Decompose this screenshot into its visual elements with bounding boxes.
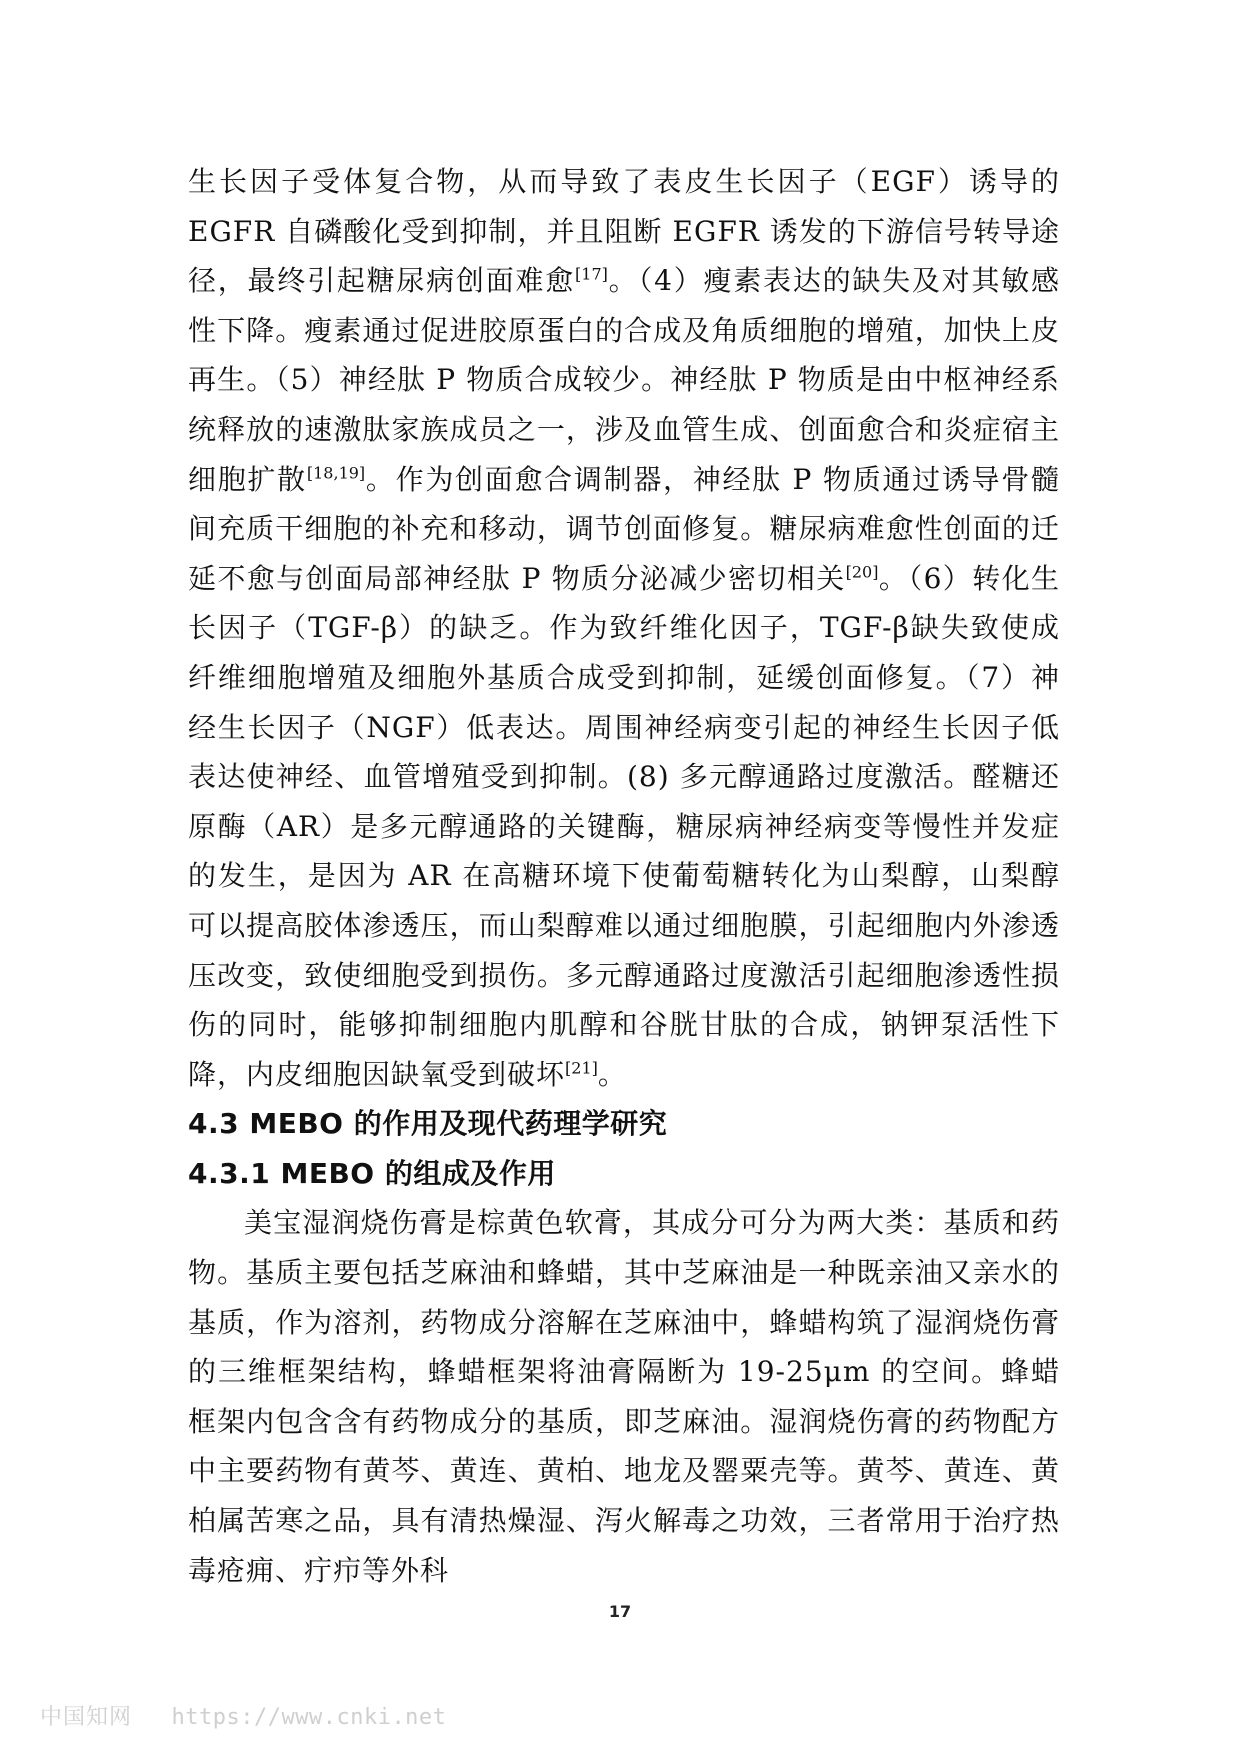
paragraph-text: 生长因子受体复合物，从而导致了表皮生长因子（EGF）诱导的 EGFR 自磷酸化受到抑制，并且阻断 EGFR 诱发的下游信号转导途径，最终引起糖尿病创面难愈: [188, 165, 1060, 298]
page-number: 17: [608, 1602, 632, 1621]
citation-ref[interactable]: [18,19]: [306, 463, 366, 483]
subsection-heading: 4.3.1 MEBO 的组成及作用: [188, 1156, 556, 1190]
paragraph-text: 。（6）转化生长因子（TGF-β）的缺乏。作为致纤维化因子，TGF-β缺失致使成纤维细胞增殖及细胞外基质合成受到抑制，延缓创面修复。（7）神经生长因子（NGF）低表达。周围神经病变引起的神经生长因子低表达使神经、血管增殖受到抑制。(8) 多元醇通路过度激活。醛糖还原酶（AR）是多元醇通路的关键酶，糖尿病神经病变等慢性并发症的发生，是因为 AR 在高糖环境下使葡萄糖转化为山梨醇，山梨醇可以提高胶体渗透压，而山梨醇难以通过细胞膜，引起细胞内外渗透压改变，致使细胞受到损伤。多元醇通路过度激活引起细胞渗透性损伤的同时，能够抑制细胞内肌醇和谷胱甘肽的合成，钠钾泵活性下降，内皮细胞因缺氧受到破坏: [188, 561, 1060, 1091]
paragraph-text: 。（4）瘦素表达的缺失及对其敏感性下降。瘦素通过促进胶原蛋白的合成及角质细胞的增殖，加快上皮再生。（5）神经肽 P 物质合成较少。神经肽 P 物质是由中枢神经系统释放的速激肽家族成员之一，涉及血管生成、创面愈合和炎症宿主细胞扩散: [188, 264, 1060, 496]
paragraph: 美宝湿润烧伤膏是棕黄色软膏，其成分可分为两大类：基质和药物。基质主要包括芝麻油和蜂蜡，其中芝麻油是一种既亲油又亲水的基质，作为溶剂，药物成分溶解在芝麻油中，蜂蜡构筑了湿润烧伤膏的三维框架结构，蜂蜡框架将油膏隔断为 19-25μm 的空间。蜂蜡框架内包含含有药物成分的基质，即芝麻油。湿润烧伤膏的药物配方中主要药物有黄芩、黄连、黄柏、地龙及罂粟壳等。黄芩、黄连、黄柏属苦寒之品，具有清热燥湿、泻火解毒之功效，三者常用于治疗热毒疮痈、疔疖等外科: [188, 1206, 1060, 1587]
citation-ref[interactable]: [17]: [575, 264, 608, 284]
watermark-site: 中国知网: [40, 1705, 133, 1730]
paragraph-text: 。: [597, 1057, 627, 1091]
watermark-url[interactable]: https://www.cnki.net: [171, 1705, 447, 1730]
paragraph: [188, 157, 1060, 1099]
body-text: [188, 157, 1060, 1595]
paragraph-text: 。作为创面愈合调制器，神经肽 P 物质通过诱导骨髓间充质干细胞的补充和移动，调节创面修复。糖尿病难愈性创面的迁延不愈与创面局部神经肽 P 物质分泌减少密切相关: [188, 462, 1060, 595]
citation-ref[interactable]: [20]: [845, 562, 879, 582]
section-heading: 4.3 MEBO 的作用及现代药理学研究: [188, 1107, 668, 1141]
watermark: [40, 1700, 446, 1731]
citation-ref[interactable]: [21]: [565, 1058, 598, 1078]
